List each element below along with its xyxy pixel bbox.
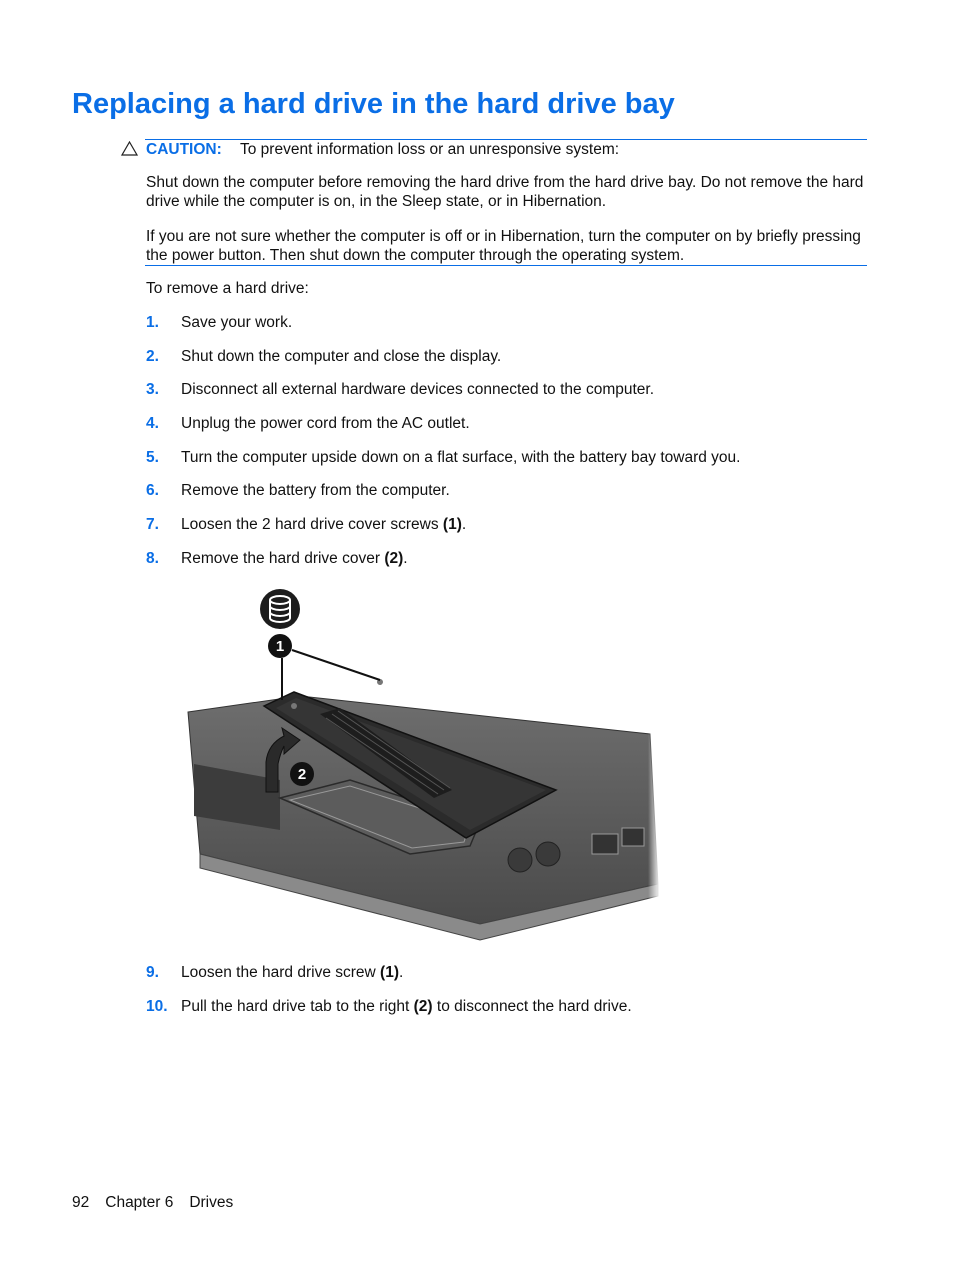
step-text: Loosen the hard drive screw — [181, 964, 381, 981]
caution-top-rule — [145, 139, 867, 140]
step-callout: (2) — [413, 998, 433, 1015]
caution-label: CAUTION: — [146, 141, 222, 158]
step-number: 2. — [146, 348, 159, 365]
list-item — [146, 381, 654, 399]
step-tail: . — [403, 550, 408, 567]
step-number: 9. — [146, 964, 159, 981]
callout-2 — [290, 762, 314, 786]
step-text: Loosen the 2 hard drive cover screws — [181, 516, 443, 533]
caution-text: To prevent information loss or an unresponsive system: — [240, 141, 620, 158]
list-item — [146, 449, 740, 467]
caution-paragraph-2: If you are not sure whether the computer is off or in Hibernation, turn the computer on by briefly pressing the power button. Then shut down the computer through the operating system. — [146, 228, 861, 264]
step-text: Turn the computer upside down on a flat surface, with the battery bay toward you. — [181, 449, 741, 466]
list-item — [146, 314, 292, 332]
step-number: 8. — [146, 550, 159, 567]
page-title: Replacing a hard drive in the hard drive bay — [72, 88, 675, 120]
step-text: Remove the battery from the computer. — [181, 482, 450, 499]
list-item — [146, 348, 501, 366]
list-item — [146, 964, 403, 982]
list-item — [146, 516, 466, 534]
step-number: 5. — [146, 449, 159, 466]
chapter-title: Drives — [189, 1194, 234, 1211]
step-number: 1. — [146, 314, 159, 331]
step-tail: to disconnect the hard drive. — [432, 998, 632, 1015]
list-item — [146, 415, 470, 433]
list-item — [146, 550, 408, 568]
chapter-label: Chapter 6 — [105, 1194, 174, 1211]
page-footer — [72, 1194, 249, 1212]
step-tail: . — [461, 516, 467, 533]
step-text: Save your work. — [181, 314, 293, 331]
caution-bottom-rule — [145, 265, 867, 266]
step-text: Unplug the power cord from the AC outlet. — [181, 415, 470, 432]
step-callout: (1) — [380, 964, 399, 981]
step-callout: (2) — [384, 550, 404, 567]
step-number: 10. — [146, 998, 168, 1015]
hard-drive-cover-illustration — [180, 584, 660, 946]
step-text: Pull the hard drive tab to the right — [181, 998, 414, 1015]
step-text: Disconnect all external hardware devices connected to the computer. — [181, 381, 655, 398]
step-tail: . — [398, 964, 404, 981]
caution-paragraph-1: Shut down the computer before removing the hard drive from the hard drive bay. Do not remove the hard drive while the computer is on, in the Sleep state, or in Hibernation. — [146, 174, 864, 210]
step-number: 4. — [146, 415, 159, 432]
svg-text:2: 2 — [297, 766, 307, 783]
caution-triangle-icon — [121, 141, 138, 156]
page-number: 92 — [72, 1194, 90, 1211]
list-item — [146, 998, 632, 1016]
step-number: 6. — [146, 482, 159, 499]
step-text: Remove the hard drive cover — [181, 550, 385, 567]
callout-1 — [268, 634, 380, 700]
hard-drive-icon — [260, 589, 300, 629]
procedure-intro: To remove a hard drive: — [146, 280, 309, 297]
step-callout: (1) — [442, 516, 462, 533]
step-text: Shut down the computer and close the display. — [181, 348, 502, 365]
step-number: 7. — [146, 516, 159, 533]
step-number: 3. — [146, 381, 159, 398]
svg-text:1: 1 — [275, 638, 285, 655]
list-item — [146, 482, 450, 500]
